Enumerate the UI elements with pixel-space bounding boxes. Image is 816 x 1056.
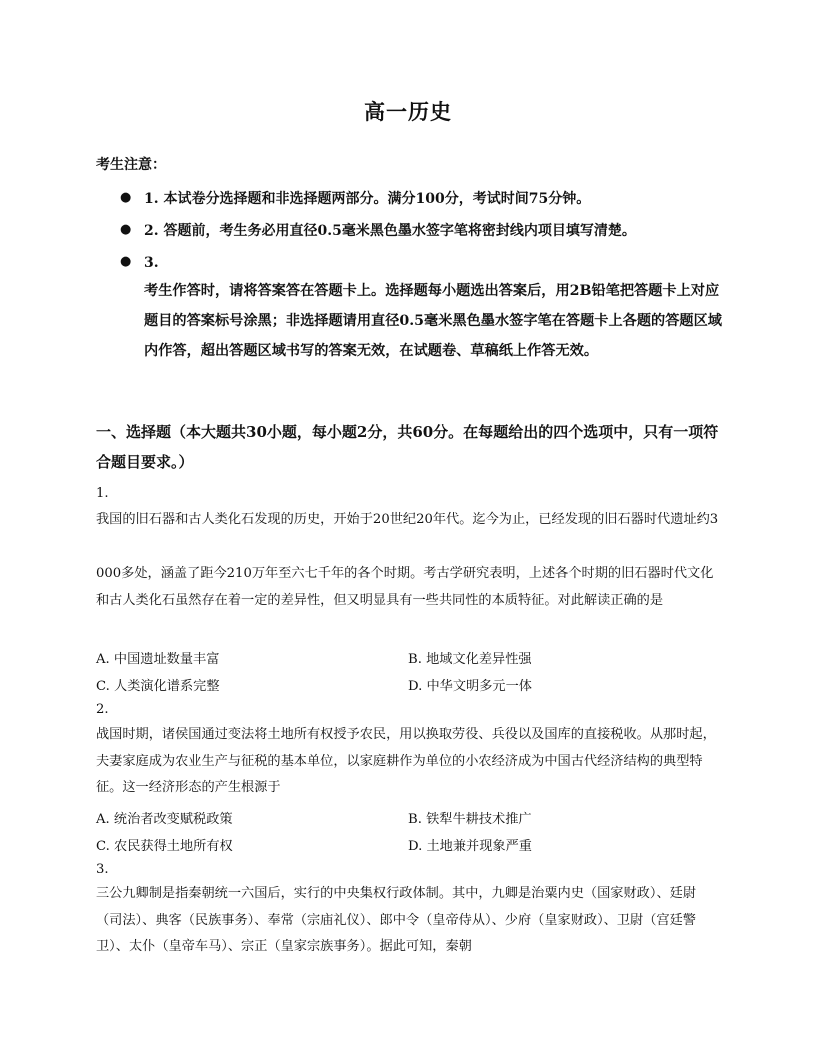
- question-1-option-b[interactable]: B. 地域文化差异性强: [408, 652, 532, 667]
- question-3-number: 3.: [96, 862, 109, 877]
- question-2-number: 2.: [96, 702, 109, 717]
- notice-item-3-number: 3.: [144, 255, 159, 271]
- question-2-option-a[interactable]: A. 统治者改变赋税政策: [96, 812, 233, 827]
- question-2-option-d[interactable]: D. 土地兼并现象严重: [408, 839, 532, 854]
- question-3-stem: 三公九卿制是指秦朝统一六国后，实行的中央集权行政体制。其中，九卿是治粟内史（国家财政）、廷尉（司法）、典客（民族事务）、奉常（宗庙礼仪）、郎中令（皇帝侍从）、少府（皇家财政）、卫尉（宫廷警卫）、太仆（皇帝车马）、宗正（皇家宗族事务）。据此可知，秦朝: [96, 886, 697, 954]
- notice-item-1: 1. 本试卷分选择题和非选择题两部分。满分100分，考试时间75分钟。: [144, 191, 591, 207]
- question-1-stem: 我国的旧石器和古人类化石发现的历史，开始于20世纪20年代。迄今为止，已经发现的旧石器时代遗址约3: [96, 512, 719, 527]
- question-2-stem: 战国时期，诸侯国通过变法将土地所有权授予农民，用以换取劳役、兵役以及国库的直接税收。从那时起，夫妻家庭成为农业生产与征税的基本单位，以家庭耕作为单位的小农经济成为中国古代经济结构的典型特征。这一经济形态的产生根源于: [96, 727, 716, 795]
- question-2-option-b[interactable]: B. 铁犁牛耕技术推广: [408, 812, 532, 827]
- question-1-option-d[interactable]: D. 中华文明多元一体: [408, 679, 532, 694]
- question-1-stem-cont: 000多处，涵盖了距今210万年至六七千年的各个时期。考古学研究表明，上述各个时期的旧石器时代文化和古人类化石虽然存在着一定的差异性，但又明显具有一些共同性的本质特征。对此解读正确的是: [96, 566, 714, 608]
- question-1-option-c[interactable]: C. 人类演化谱系完整: [96, 679, 220, 694]
- bullet-icon: ●: [120, 222, 132, 237]
- notice-item-3-text: 考生作答时，请将答案答在答题卡上。选择题每小题选出答案后，用2B铅笔把答题卡上对应题目的答案标号涂黑；非选择题请用直径0.5毫米黑色墨水签字笔在答题卡上各题的答题区域内作答，超出答题区域书写的答案无效，在试题卷、草稿纸上作答无效。: [144, 283, 722, 359]
- section-heading: 一、选择题（本大题共30小题，每小题2分，共60分。在每题给出的四个选项中，只有一项符合题目要求。）: [96, 423, 719, 471]
- bullet-icon: ●: [120, 190, 132, 205]
- question-1-option-a[interactable]: A. 中国遗址数量丰富: [96, 652, 220, 667]
- page-title: 高一历史: [364, 99, 452, 124]
- bullet-icon: ●: [120, 254, 132, 269]
- notice-item-2: 2. 答题前，考生务必用直径0.5毫米黑色墨水签字笔将密封线内项目填写清楚。: [144, 223, 636, 239]
- question-1-number: 1.: [96, 486, 109, 501]
- notice-heading: 考生注意：: [96, 157, 166, 173]
- question-2-option-c[interactable]: C. 农民获得土地所有权: [96, 839, 233, 854]
